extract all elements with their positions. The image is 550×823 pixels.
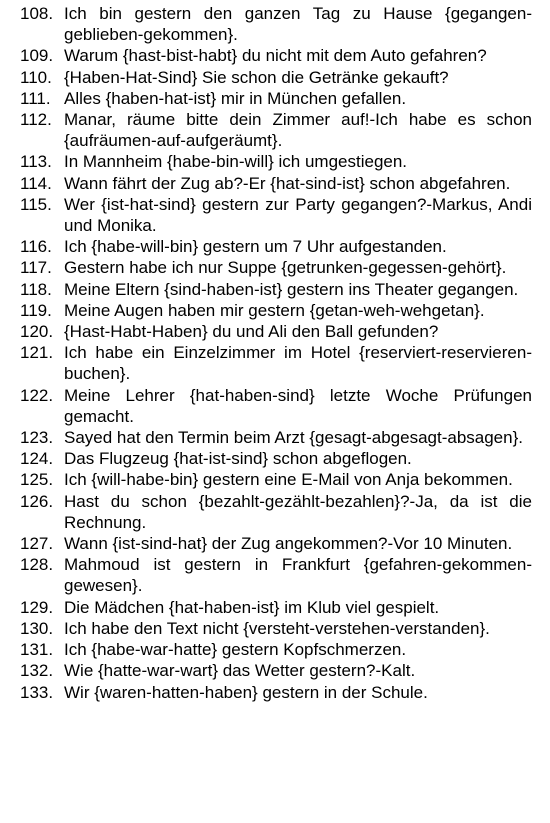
item-number: 121. (20, 343, 54, 363)
item-text: Ich bin gestern den ganzen Tag zu Hause {gegangen-geblieben-gekommen}. (64, 4, 532, 45)
list-item (20, 109, 532, 151)
item-text: Warum {hast-bist-habt} du nicht mit dem Auto gefahren? (64, 46, 487, 66)
item-number: 132. (20, 661, 54, 681)
item-text: Ich {habe-war-hatte} gestern Kopfschmerzen. (64, 640, 407, 660)
list-item (20, 533, 532, 554)
item-text: Alles {haben-hat-ist} mir in München gefallen. (64, 88, 407, 108)
item-text: Ich habe ein Einzelzimmer im Hotel {reserviert-reservieren-buchen}. (64, 343, 532, 384)
list-item (20, 88, 532, 109)
list-item (20, 660, 532, 681)
item-number: 109. (20, 46, 54, 66)
list-item (20, 279, 532, 300)
list-item (20, 491, 532, 533)
item-text: {Haben-Hat-Sind} Sie schon die Getränke gekauft? (64, 67, 449, 87)
item-text: Wann {ist-sind-hat} der Zug angekommen?-Vor 10 Minuten. (64, 534, 513, 554)
item-number: 129. (20, 597, 54, 617)
item-number: 113. (20, 152, 52, 172)
list-item (20, 173, 532, 194)
item-number: 123. (20, 428, 54, 448)
list-item (20, 67, 532, 88)
list-item (20, 554, 532, 596)
item-number: 110. (20, 67, 52, 87)
item-text: {Hast-Habt-Haben} du und Ali den Ball gefunden? (64, 322, 439, 342)
list-item (20, 682, 532, 703)
item-number: 133. (20, 682, 54, 702)
item-text: Ich {will-habe-bin} gestern eine E-Mail von Anja bekommen. (64, 470, 513, 490)
item-text: In Mannheim {habe-bin-will} ich umgestiegen. (64, 152, 408, 172)
list-item (20, 194, 532, 236)
item-text: Die Mädchen {hat-haben-ist} im Klub viel gespielt. (64, 597, 440, 617)
list-item (20, 448, 532, 469)
item-number: 125. (20, 470, 54, 490)
list-item (20, 342, 532, 384)
item-number: 108. (20, 4, 54, 23)
item-number: 111. (20, 88, 51, 108)
item-text: Ich habe den Text nicht {versteht-verstehen-verstanden}. (64, 618, 490, 638)
item-number: 119. (20, 300, 52, 320)
item-number: 120. (20, 322, 54, 342)
item-text: Manar, räume bitte dein Zimmer auf!-Ich habe es schon {aufräumen-auf-aufgeräumt}. (64, 110, 532, 151)
list-item (20, 597, 532, 618)
list-item (20, 385, 532, 427)
list-item (20, 236, 532, 257)
item-text: Ich {habe-will-bin} gestern um 7 Uhr aufgestanden. (64, 237, 447, 257)
list-item (20, 3, 532, 45)
item-number: 116. (20, 237, 52, 257)
list-item (20, 618, 532, 639)
item-text: Wir {waren-hatten-haben} gestern in der Schule. (64, 682, 428, 702)
item-number: 112. (20, 110, 52, 130)
item-text: Sayed hat den Termin beim Arzt {gesagt-abgesagt-absagen}. (64, 428, 523, 448)
item-number: 126. (20, 491, 54, 511)
item-text: Meine Augen haben mir gestern {getan-weh-wehgetan}. (64, 300, 485, 320)
item-number: 115. (20, 194, 52, 214)
list-item (20, 151, 532, 172)
item-text: Das Flugzeug {hat-ist-sind} schon abgeflogen. (64, 449, 412, 469)
item-number: 127. (20, 534, 54, 554)
item-text: Hast du schon {bezahlt-gezählt-bezahlen}?-Ja, da ist die Rechnung. (64, 491, 532, 532)
item-number: 124. (20, 449, 54, 469)
list-item (20, 469, 532, 490)
list-item (20, 321, 532, 342)
item-text: Gestern habe ich nur Suppe {getrunken-gegessen-gehört}. (64, 258, 507, 278)
list-item (20, 257, 532, 278)
item-number: 117. (20, 258, 52, 278)
list-item (20, 45, 532, 66)
item-number: 131. (20, 640, 54, 660)
item-text: Meine Lehrer {hat-haben-sind} letzte Woche Prüfungen gemacht. (64, 385, 532, 426)
item-text: Wie {hatte-war-wart} das Wetter gestern?-Kalt. (64, 661, 416, 681)
item-number: 118. (20, 279, 52, 299)
list-item (20, 427, 532, 448)
item-text: Wann fährt der Zug ab?-Er {hat-sind-ist} schon abgefahren. (64, 173, 511, 193)
item-text: Wer {ist-hat-sind} gestern zur Party gegangen?-Markus, Andi und Monika. (64, 194, 532, 236)
list-item (20, 300, 532, 321)
item-number: 114. (20, 173, 52, 193)
list-item (20, 639, 532, 660)
item-text: Meine Eltern {sind-haben-ist} gestern ins Theater gegangen. (64, 279, 519, 299)
item-number: 128. (20, 555, 54, 575)
item-number: 130. (20, 618, 54, 638)
item-text: Mahmoud ist gestern in Frankfurt {gefahren-gekommen-gewesen}. (64, 555, 532, 596)
item-number: 122. (20, 385, 54, 405)
